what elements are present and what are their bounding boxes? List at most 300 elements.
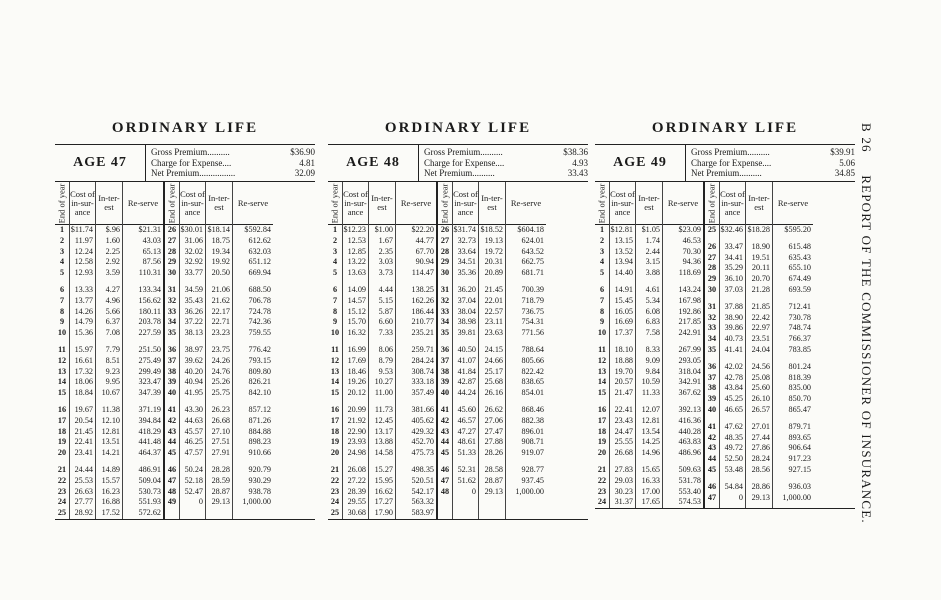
table-cell: 917.23 [788, 454, 811, 464]
column-cost [343, 182, 369, 519]
table-cell: 3 [599, 246, 605, 256]
table-cell: 669.94 [248, 268, 271, 278]
table-cell: 87.56 [142, 257, 161, 267]
table-cell: 8.79 [378, 355, 393, 365]
column-heading [636, 182, 662, 225]
column-heading [343, 182, 368, 225]
table-cell: 531.78 [678, 475, 701, 485]
table-cell: 23 [330, 486, 340, 496]
premium-label: Gross Premium.......... [424, 147, 503, 157]
table-cell: 46 [707, 481, 717, 491]
premium-label: Net Premium.......... [424, 168, 495, 178]
table-cell: 4 [599, 257, 605, 267]
table-cell: 8.06 [378, 344, 393, 354]
table-cell: 14.96 [641, 448, 660, 458]
table-cell: 14 [597, 377, 607, 387]
premium-value: 34.85 [834, 168, 855, 178]
table-cell: 13 [57, 366, 67, 376]
heading-text: Re-serve [510, 197, 542, 208]
column-heading [233, 182, 273, 225]
column-heading [720, 182, 745, 225]
table-cell: $11.74 [70, 225, 93, 234]
table-cell: 29.55 [347, 497, 366, 507]
table-cell: 44 [707, 454, 717, 464]
table-cell: 23.93 [347, 437, 366, 447]
table-cell: 5 [599, 268, 605, 278]
table-cell: 65.13 [142, 246, 161, 256]
table-cell: 13 [597, 366, 607, 376]
table-cell: 452.70 [411, 437, 434, 447]
table-block-2 [328, 120, 588, 520]
table-cell: 15.65 [641, 464, 660, 474]
table-cell: 15.97 [74, 344, 93, 354]
table-cell: 67.70 [415, 246, 434, 256]
table-cell: 1.67 [378, 235, 393, 245]
table-cell: $1.00 [374, 225, 393, 234]
column-reserve [123, 182, 163, 519]
premium-row [424, 168, 588, 179]
table-cell: 242.91 [678, 328, 701, 338]
table-cell: 17.65 [641, 497, 660, 507]
table-cell: 6.37 [105, 317, 120, 327]
table-cell: 651.12 [248, 257, 271, 267]
table-cell: 34.59 [184, 284, 203, 294]
table-cell: 267.99 [678, 344, 701, 354]
table-cell: 27.01 [751, 421, 770, 431]
table-cell: 50.24 [184, 464, 203, 474]
table-cell: 180.11 [138, 306, 161, 316]
table-cell: 19.67 [74, 404, 93, 414]
premium-row [691, 168, 855, 179]
table-cell: 635.43 [788, 252, 811, 262]
table-cell: 17.69 [347, 355, 366, 365]
table-cell: 23.23 [211, 328, 230, 338]
table-box [595, 144, 855, 509]
table-cell: 333.18 [411, 377, 434, 387]
table-cell: 54.84 [724, 481, 743, 491]
data-table [595, 182, 855, 508]
heading-text: Cost of in-sur-ance [343, 188, 368, 217]
table-cell: 884.88 [248, 426, 271, 436]
heading-text: In-ter-est [748, 193, 770, 212]
table-cell: 21.47 [614, 388, 633, 398]
table-cell: 32 [707, 312, 717, 322]
table-cell: 37.88 [724, 301, 743, 311]
table-cell: 35.29 [724, 263, 743, 273]
table-cell: 927.15 [788, 464, 811, 474]
table-cell: 23.41 [74, 448, 93, 458]
table-cell: 5 [332, 268, 338, 278]
table-cell: 674.49 [788, 274, 811, 284]
table-cell: 10.59 [641, 377, 660, 387]
table-cell: 936.03 [788, 481, 811, 491]
table-cell: 26 [440, 225, 450, 234]
table-cell: 928.77 [521, 464, 544, 474]
table-cell: 724.78 [248, 306, 271, 316]
table-cell: 13.17 [374, 426, 393, 436]
table-cell: 24 [57, 497, 67, 507]
table-cell: 0 [738, 492, 743, 502]
table-cell: 5.15 [378, 295, 393, 305]
table-cell: 29 [167, 257, 177, 267]
data-table [55, 182, 315, 519]
column-heading [610, 182, 635, 225]
table-cell: 11 [58, 344, 66, 354]
table-cell: 706.78 [248, 295, 271, 305]
table-cell: 41.41 [724, 344, 743, 354]
table-cell: 28.26 [484, 448, 503, 458]
table-cell: 46.65 [724, 404, 743, 414]
table-cell: 20.70 [751, 274, 770, 284]
table-cell: 11 [598, 344, 606, 354]
table-cell: 6.60 [378, 317, 393, 327]
table-cell: 217.85 [678, 317, 701, 327]
table-cell: 16 [330, 404, 340, 414]
table-cell: 2.92 [105, 257, 120, 267]
table-cell: 14.79 [74, 317, 93, 327]
table-cell: 416.36 [678, 415, 701, 425]
table-cell: 20 [330, 448, 340, 458]
table-cell: 10 [57, 328, 67, 338]
table-cell: 33 [707, 323, 717, 333]
table-cell: 22 [330, 475, 340, 485]
table-cell: 347.39 [138, 388, 161, 398]
column-cost [720, 182, 746, 508]
table-cell: 21.06 [211, 284, 230, 294]
table-block-3 [595, 120, 855, 509]
table-cell: 45 [440, 448, 450, 458]
table-cell: 31.06 [184, 235, 203, 245]
table-block-1 [55, 120, 315, 520]
table-cell: 210.77 [411, 317, 434, 327]
table-cell: $1.05 [641, 225, 660, 234]
heading-text: Cost of in-sur-ance [70, 188, 95, 217]
table-cell: 6.08 [645, 306, 660, 316]
table-cell: 38.90 [724, 312, 743, 322]
table-cell: 440.28 [678, 426, 701, 436]
column-interest [369, 182, 396, 519]
table-cell: 4.27 [105, 284, 120, 294]
page-number: B 26 [859, 123, 874, 153]
table-cell: 39.81 [457, 328, 476, 338]
table-cell: 3.73 [378, 268, 393, 278]
table-cell: 19 [57, 437, 67, 447]
table-cell: 41 [707, 421, 717, 431]
table-cell: 38 [440, 366, 450, 376]
table-cell: 13.33 [74, 284, 93, 294]
premium-summary [146, 145, 315, 181]
table-cell: 20.31 [484, 257, 503, 267]
table-cell: 33.47 [724, 241, 743, 251]
table-cell: 186.44 [411, 306, 434, 316]
table-cell: 20 [597, 448, 607, 458]
table-cell: 854.01 [521, 388, 544, 398]
table-cell: 898.23 [248, 437, 271, 447]
table-box [328, 144, 588, 520]
table-cell: 16.99 [347, 344, 366, 354]
table-cell: 2 [332, 235, 338, 245]
table-cell: 259.71 [411, 344, 434, 354]
table-cell: 48 [167, 486, 177, 496]
table-cell: 18.06 [74, 377, 93, 387]
table-cell: 17 [330, 415, 340, 425]
column-cost [610, 182, 636, 508]
premium-row [151, 158, 315, 169]
table-cell: 25.08 [751, 372, 770, 382]
table-cell: 868.46 [521, 404, 544, 414]
table-cell: $18.52 [480, 225, 503, 234]
table-half-left [328, 182, 436, 519]
table-cell: 14.26 [74, 306, 93, 316]
heading-text: Cost of in-sur-ance [610, 188, 635, 217]
table-cell: 31 [440, 284, 450, 294]
table-cell: 29 [440, 257, 450, 267]
table-cell: 0 [198, 497, 203, 507]
table-cell: 21.45 [484, 284, 503, 294]
table-cell: 16.05 [614, 306, 633, 316]
table-cell: 10.27 [374, 377, 393, 387]
table-cell: 41.95 [184, 388, 203, 398]
table-cell: 20.11 [751, 263, 770, 273]
table-cell: 308.74 [411, 366, 434, 376]
table-cell: 37 [167, 355, 177, 365]
table-cell: 42 [167, 415, 177, 425]
table-cell: 9.23 [105, 366, 120, 376]
table-cell: 32.73 [457, 235, 476, 245]
table-cell: 14.89 [101, 464, 120, 474]
table-cell: 227.59 [138, 328, 161, 338]
table-cell: 21 [57, 464, 67, 474]
table-cell: 38.13 [184, 328, 203, 338]
table-cell: 43 [440, 426, 450, 436]
age-label: AGE 47 [55, 145, 146, 181]
column-heading [70, 182, 95, 225]
table-cell: 509.63 [678, 464, 701, 474]
table-cell: 14 [57, 377, 67, 387]
premium-value: 4.93 [572, 157, 588, 168]
table-cell: 275.49 [138, 355, 161, 365]
table-cell: 18.84 [74, 388, 93, 398]
table-cell: 771.56 [521, 328, 544, 338]
table-cell: 19.70 [614, 366, 633, 376]
table-cell: 776.42 [248, 344, 271, 354]
table-cell: 22.42 [751, 312, 770, 322]
table-cell: 32 [440, 295, 450, 305]
table-cell: 26.68 [211, 415, 230, 425]
table-cell: 371.19 [138, 404, 161, 414]
table-cell: 20.12 [347, 388, 366, 398]
table-cell: 31.37 [614, 497, 633, 507]
table-cell: 37.22 [184, 317, 203, 327]
table-cell: 14.40 [614, 268, 633, 278]
table-cell: 4.61 [645, 284, 660, 294]
column-heading [663, 182, 703, 225]
premium-row [151, 168, 315, 179]
table-cell: 15.95 [374, 475, 393, 485]
table-cell: 143.24 [678, 284, 701, 294]
table-cell: 37 [707, 372, 717, 382]
premium-value: 4.81 [299, 157, 315, 168]
table-cell: 12 [57, 355, 67, 365]
table-cell: 22.01 [484, 295, 503, 305]
table-cell: 47 [167, 475, 177, 485]
table-cell: 1 [332, 225, 338, 234]
table-cell: 14 [330, 377, 340, 387]
column-heading [123, 182, 163, 225]
age-label: AGE 49 [595, 145, 686, 181]
column-interest [206, 182, 233, 519]
table-cell: 17.27 [374, 497, 393, 507]
table-cell: 693.59 [788, 284, 811, 294]
table-cell: 18.75 [211, 235, 230, 245]
table-cell: 44.77 [415, 235, 434, 245]
table-cell: 40 [440, 388, 450, 398]
table-cell: 51.33 [457, 448, 476, 458]
table-cell: 16.69 [614, 317, 633, 327]
table-cell: 27.51 [211, 437, 230, 447]
table-cell: 15.70 [347, 317, 366, 327]
table-cell: 12 [330, 355, 340, 365]
table-cell: 748.74 [788, 323, 811, 333]
table-cell: 19 [597, 437, 607, 447]
table-cell: 19.51 [751, 252, 770, 262]
table-cell: 632.03 [248, 246, 271, 256]
table-cell: 45.25 [724, 394, 743, 404]
table-cell: 7.79 [105, 344, 120, 354]
table-cell: $23.09 [678, 225, 701, 234]
table-cell: 809.80 [248, 366, 271, 376]
table-cell: 43.30 [184, 404, 203, 414]
table-cell: 643.52 [521, 246, 544, 256]
table-cell: 19.34 [211, 246, 230, 256]
premium-value: $36.90 [290, 147, 315, 157]
table-cell: 23.43 [614, 415, 633, 425]
table-half-right [703, 182, 813, 508]
table-cell: 5.87 [378, 306, 393, 316]
table-cell: 919.07 [521, 448, 544, 458]
heading-text: In-ter-est [98, 193, 120, 212]
table-cell: 46 [440, 464, 450, 474]
table-cell: 110.31 [138, 268, 161, 278]
table-cell: 2 [59, 235, 65, 245]
table-cell: 12.53 [347, 235, 366, 245]
column-heading [396, 182, 436, 225]
table-cell: 553.40 [678, 486, 701, 496]
column-heading [328, 182, 342, 225]
table-cell: 26.10 [751, 394, 770, 404]
table-cell: 801.24 [788, 361, 811, 371]
column-interest [636, 182, 663, 508]
heading-text: Re-serve [400, 197, 432, 208]
table-cell: 40 [167, 388, 177, 398]
table-cell: 19.72 [484, 246, 503, 256]
heading-text: End of year [166, 183, 177, 223]
table-cell: 700.39 [521, 284, 544, 294]
table-cell: 2.25 [105, 246, 120, 256]
table-cell: 8.51 [105, 355, 120, 365]
heading-text: In-ter-est [371, 193, 393, 212]
table-cell: 39.62 [184, 355, 203, 365]
table-cell: 26.62 [484, 404, 503, 414]
table-cell: 28.59 [211, 475, 230, 485]
table-cell: 13.88 [374, 437, 393, 447]
table-cell: 17.52 [101, 508, 120, 518]
table-cell: 27.10 [211, 426, 230, 436]
table-cell: 28.87 [211, 486, 230, 496]
table-cell: 26.23 [211, 404, 230, 414]
table-cell: 42 [440, 415, 450, 425]
table-cell: 39.86 [724, 323, 743, 333]
table-cell: 357.49 [411, 388, 434, 398]
table-cell: 2.44 [645, 246, 660, 256]
premium-label: Charge for Expense.... [151, 157, 232, 168]
table-cell: 7.08 [105, 328, 120, 338]
table-cell: 40.50 [457, 344, 476, 354]
table-cell: 498.35 [411, 464, 434, 474]
table-cell: 542.17 [411, 486, 434, 496]
table-cell: 24.44 [74, 464, 93, 474]
premium-value: $38.36 [563, 147, 588, 157]
table-cell: 41.84 [457, 366, 476, 376]
table-cell: 35.43 [184, 295, 203, 305]
table-cell: 44 [440, 437, 450, 447]
table-cell: 11.00 [374, 388, 393, 398]
table-cell: 20.99 [347, 404, 366, 414]
table-cell: 3 [59, 246, 65, 256]
table-cell: 12 [597, 355, 607, 365]
column-reserve [396, 182, 436, 519]
table-cell: 42.02 [724, 361, 743, 371]
table-cell: 13.54 [641, 426, 660, 436]
table-cell: 9.09 [645, 355, 660, 365]
table-cell: 23.75 [211, 344, 230, 354]
table-cell: 520.51 [411, 475, 434, 485]
table-cell: 23.51 [751, 334, 770, 344]
table-cell: 25.26 [211, 377, 230, 387]
table-cell: 28 [167, 246, 177, 256]
heading-text: In-ter-est [208, 193, 230, 212]
table-cell: 20.57 [614, 377, 633, 387]
table-cell: 299.49 [138, 366, 161, 376]
table-cell: 284.24 [411, 355, 434, 365]
table-cell: 24.04 [751, 344, 770, 354]
column-year [595, 182, 610, 508]
table-cell: 788.64 [521, 344, 544, 354]
table-cell: 14.25 [641, 437, 660, 447]
table-cell: 14.91 [614, 284, 633, 294]
table-cell: 17 [597, 415, 607, 425]
table-cell: 27.91 [211, 448, 230, 458]
table-cell: 192.86 [678, 306, 701, 316]
table-cell: 9.53 [378, 366, 393, 376]
table-cell: 27.77 [74, 497, 93, 507]
table-cell: 30.68 [347, 508, 366, 518]
table-cell: 48.61 [457, 437, 476, 447]
table-cell: 16 [597, 404, 607, 414]
table-cell: 574.53 [678, 497, 701, 507]
premium-row [151, 147, 315, 158]
table-cell: 24 [330, 497, 340, 507]
table-cell: 34 [167, 317, 177, 327]
table-cell: 43.84 [724, 383, 743, 393]
table-cell: 41 [440, 404, 450, 414]
table-cell: 35 [167, 328, 177, 338]
column-year [438, 182, 453, 519]
heading-text: Re-serve [777, 197, 809, 208]
table-cell: 17.90 [374, 508, 393, 518]
table-cell: 551.93 [138, 497, 161, 507]
table-cell: 51.62 [457, 475, 476, 485]
